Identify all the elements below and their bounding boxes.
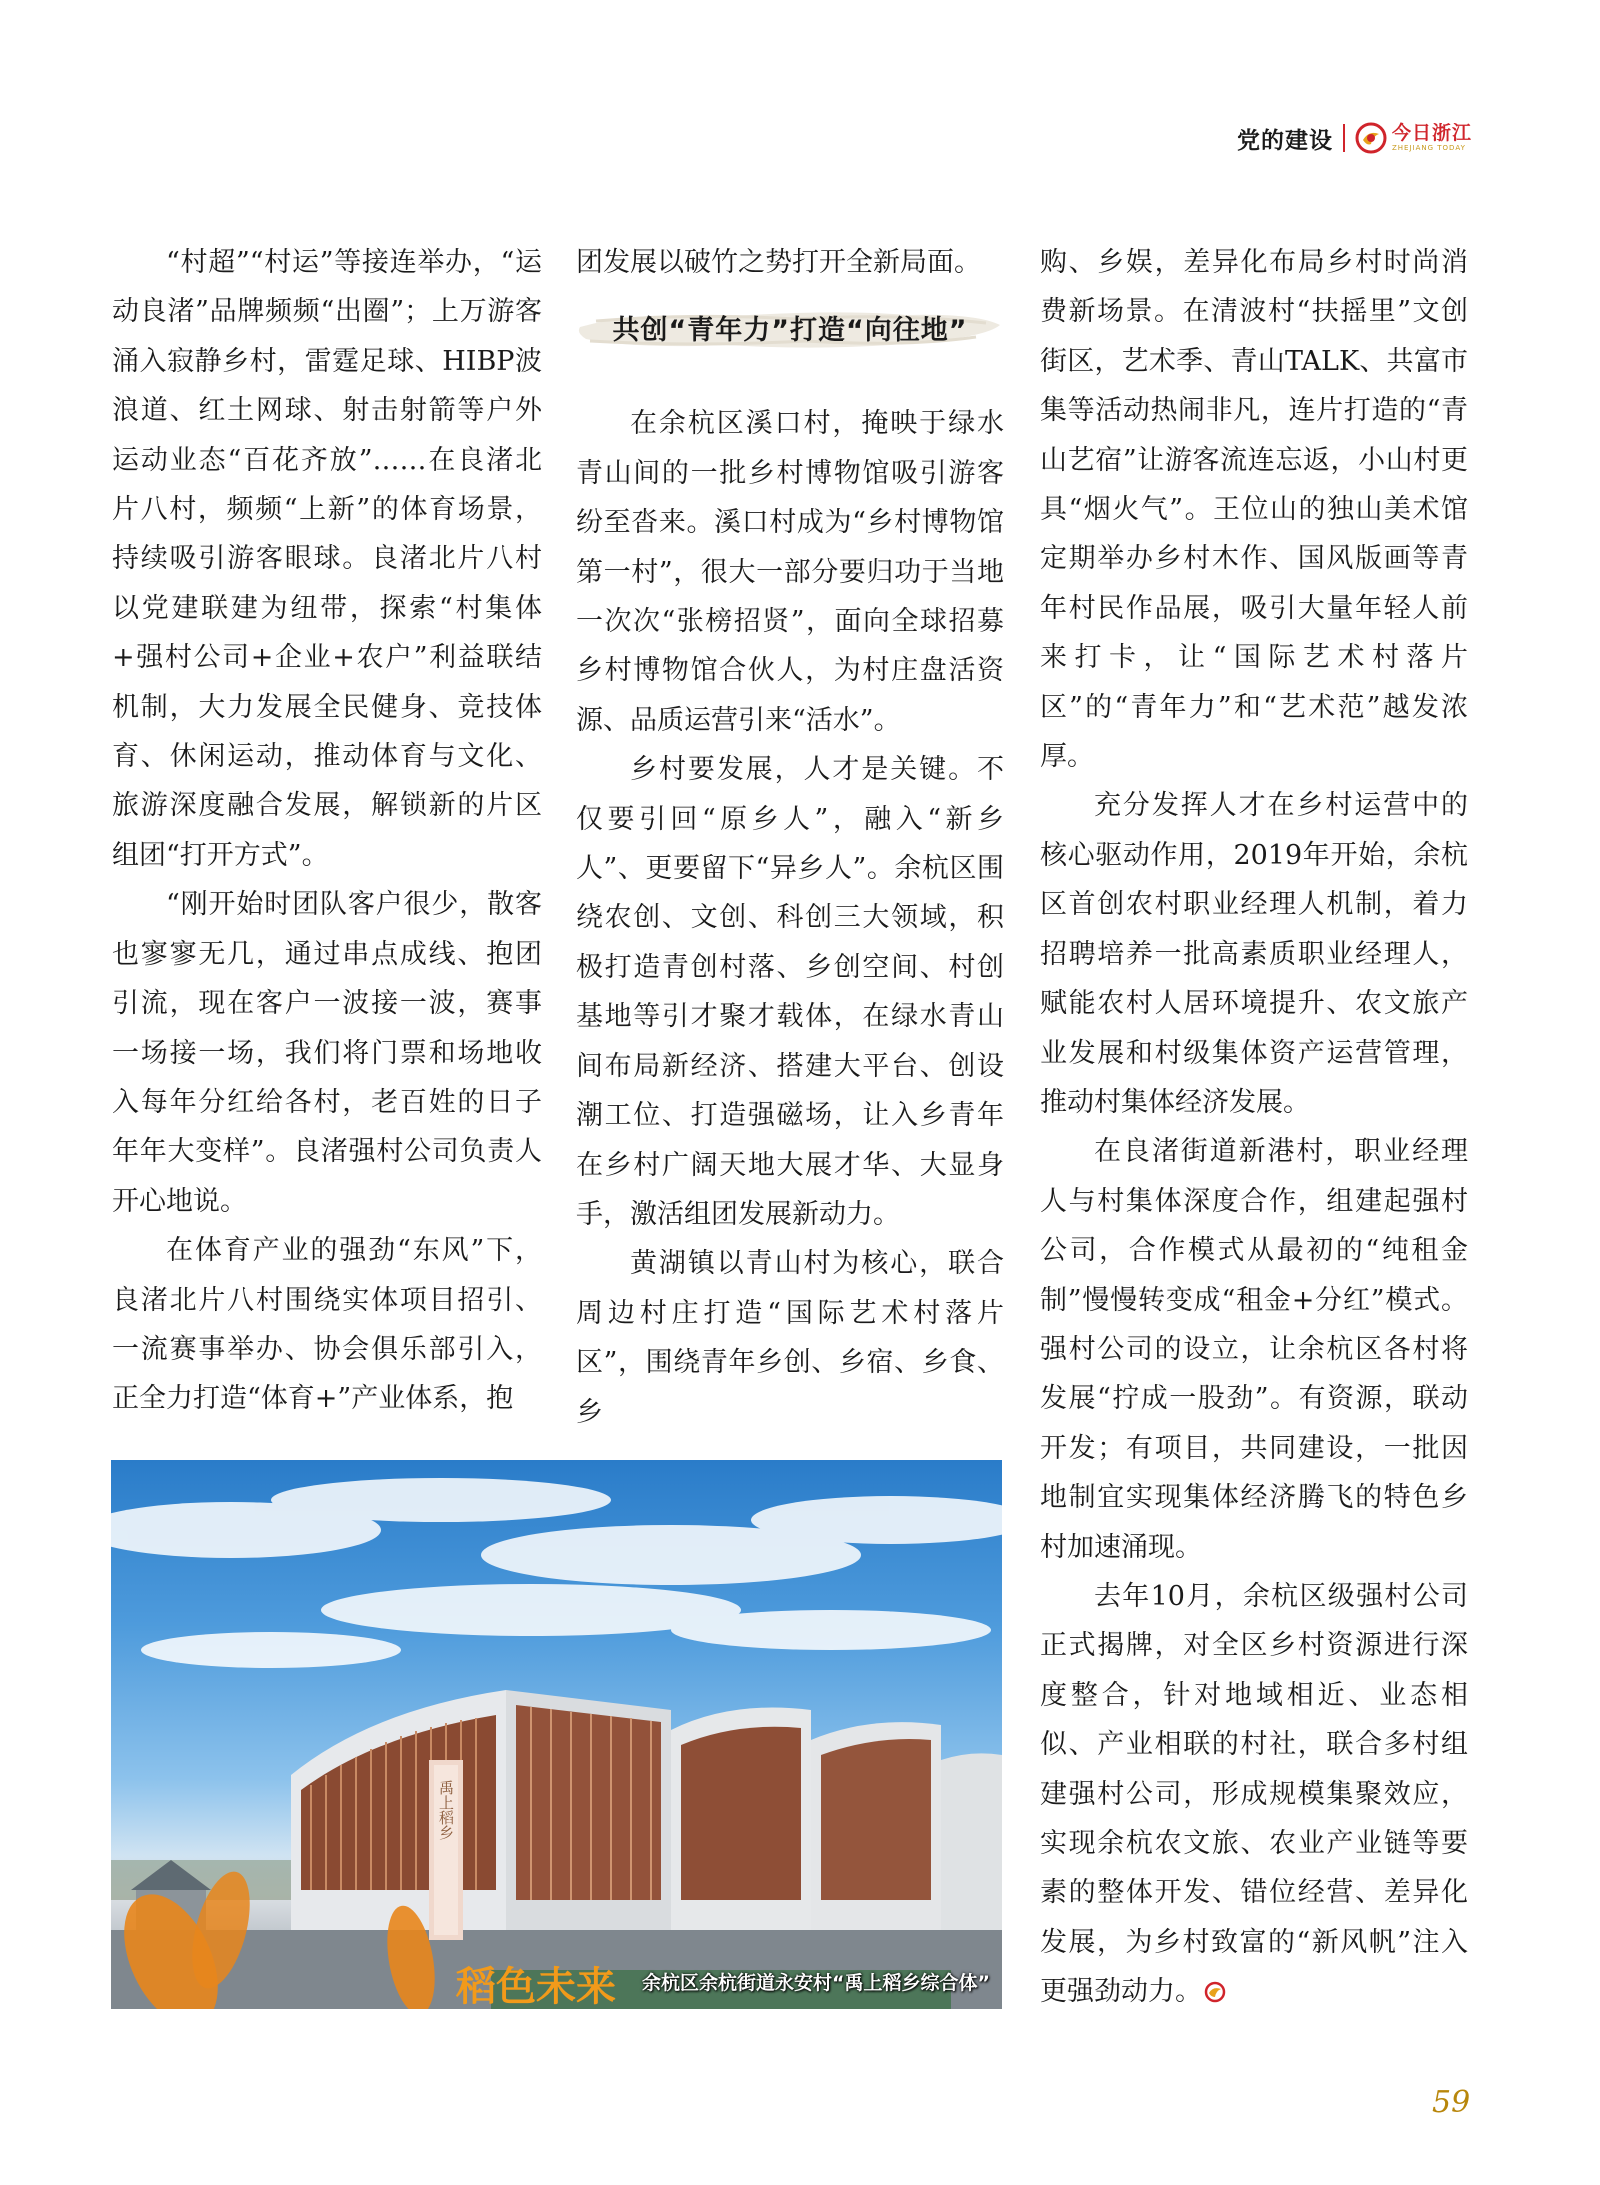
page-header xyxy=(1237,118,1472,158)
building-photo xyxy=(111,1460,1002,2009)
header-divider xyxy=(1343,124,1345,152)
subheading-text: 共创“青年力”打造“向往地” xyxy=(612,314,968,346)
subheading-banner xyxy=(576,301,1004,359)
magazine-logo xyxy=(1355,122,1472,154)
paragraph: 充分发挥人才在乡村运营中的核心驱动作用，2019年开始，余杭区首创农村职业经理人机制，着力招聘培养一批高素质职业经理人，赋能农村人居环境提升、农文旅产业发展和村级集体资产运营管理，推动村集体经济发展。 xyxy=(1040,790,1468,1118)
page-number: 59 xyxy=(1432,2085,1471,2120)
clouds xyxy=(111,1478,1002,1668)
logo-english-text: ZHEJIANG TODAY xyxy=(1391,144,1466,152)
text-column-3 xyxy=(1040,238,1468,2017)
section-title: 党的建设 xyxy=(1236,127,1333,154)
paragraph: 黄湖镇以青山村为核心，联合周边村庄打造“国际艺术村落片区”，围绕青年乡创、乡宿、乡食、乡 xyxy=(576,1248,1004,1428)
paragraph: “村超”“村运”等接连举办，“运动良渚”品牌频频“出圈”；上万游客涌入寂静乡村，雷霆足球、HIBP波浪道、红土网球、射击射箭等户外运动业态“百花齐放”……在良渚北片八村，频频“上新”的体育场景，持续吸引游客眼球。良渚北片八村以党建联建为纽带，探索“村集体+强村公司+企业+农户”利益联结机制，大力发展全民健身、竞技体育、休闲运动，推动体育与文化、旅游深度融合发展，解锁新的片区组团“打开方式”。 xyxy=(112,247,542,871)
paragraph: “刚开始时团队客户很少，散客也寥寥无几，通过串点成线、抱团引流，现在客户一波接一波，赛事一场接一场，我们将门票和场地收入每年分红给各村，老百姓的日子年年大变样”。良渚强村公司负责人开心地说。 xyxy=(112,889,542,1217)
building-illustration xyxy=(111,1460,1002,2009)
paragraph: 乡村要发展，人才是关键。不仅要引回“原乡人”，融入“新乡人”、更要留下“异乡人”。余杭区围绕农创、文创、科创三大领域，积极打造青创村落、乡创空间、村创基地等引才聚才载体，在绿水青山间布局新经济、搭建大平台、创设潮工位、打造强磁场，让入乡青年在乡村广阔天地大展才华、大显身手，激活组团发展新动力。 xyxy=(576,754,1004,1230)
paragraph: 在体育产业的强劲“东风”下，良渚北片八村围绕实体项目招引、一流赛事举办、协会俱乐部引入，正全力打造“体育+”产业体系，抱 xyxy=(112,1235,542,1415)
paragraph-continued: 团发展以破竹之势打开全新局面。 xyxy=(576,247,981,278)
paragraph xyxy=(1040,1572,1468,2017)
paragraph-text: 去年10月，余杭区级强村公司正式揭牌，对全区乡村资源进行深度整合，针对地域相近、业态相似、产业相联的村社，联合多村组建强村公司，形成规模集聚效应，实现余杭农文旅、农业产业链等要素的整体开发、错位经营、差异化发展，为乡村致富的“新风帆”注入更强劲动力。 xyxy=(1040,1580,1468,2008)
article-end-icon xyxy=(1204,1981,1226,2003)
logo-chinese-text: 今日浙江 xyxy=(1391,122,1472,144)
sign-lettering: 禹上稻乡 xyxy=(437,1780,455,1840)
text-column-2 xyxy=(576,238,1004,1437)
paragraph: 在良渚街道新港村，职业经理人与村集体深度合作，组建起强村公司，合作模式从最初的“纯租金制”慢慢转变成“租金+分红”模式。强村公司的设立，让余杭区各村将发展“拧成一股劲”。有资源，联动开发；有项目，共同建设，一批因地制宜实现集体经济腾飞的特色乡村加速涌现。 xyxy=(1040,1136,1468,1563)
photo-caption: 余杭区余杭街道永安村“禹上稻乡综合体” xyxy=(642,1972,990,1994)
logo-swirl-icon xyxy=(1355,122,1387,154)
sculpture-lettering: 稻色未来 xyxy=(456,1963,616,2009)
text-column-1 xyxy=(112,238,542,1424)
paragraph: 在余杭区溪口村，掩映于绿水青山间的一批乡村博物馆吸引游客纷至沓来。溪口村成为“乡村博物馆第一村”，很大一部分要归功于当地一次次“张榜招贤”，面向全球招募乡村博物馆合伙人，为村庄盘活资源、品质运营引来“活水”。 xyxy=(576,408,1004,736)
paragraph-continued: 购、乡娱，差异化布局乡村时尚消费新场景。在清波村“扶摇里”文创街区，艺术季、青山TALK、共富市集等活动热闹非凡，连片打造的“青山艺宿”让游客流连忘返，小山村更具“烟火气”。王位山的独山美术馆定期举办乡村木作、国风版画等青年村民作品展，吸引大量年轻人前来打卡，让“国际艺术村落片区”的“青年力”和“艺术范”越发浓厚。 xyxy=(1040,247,1468,773)
